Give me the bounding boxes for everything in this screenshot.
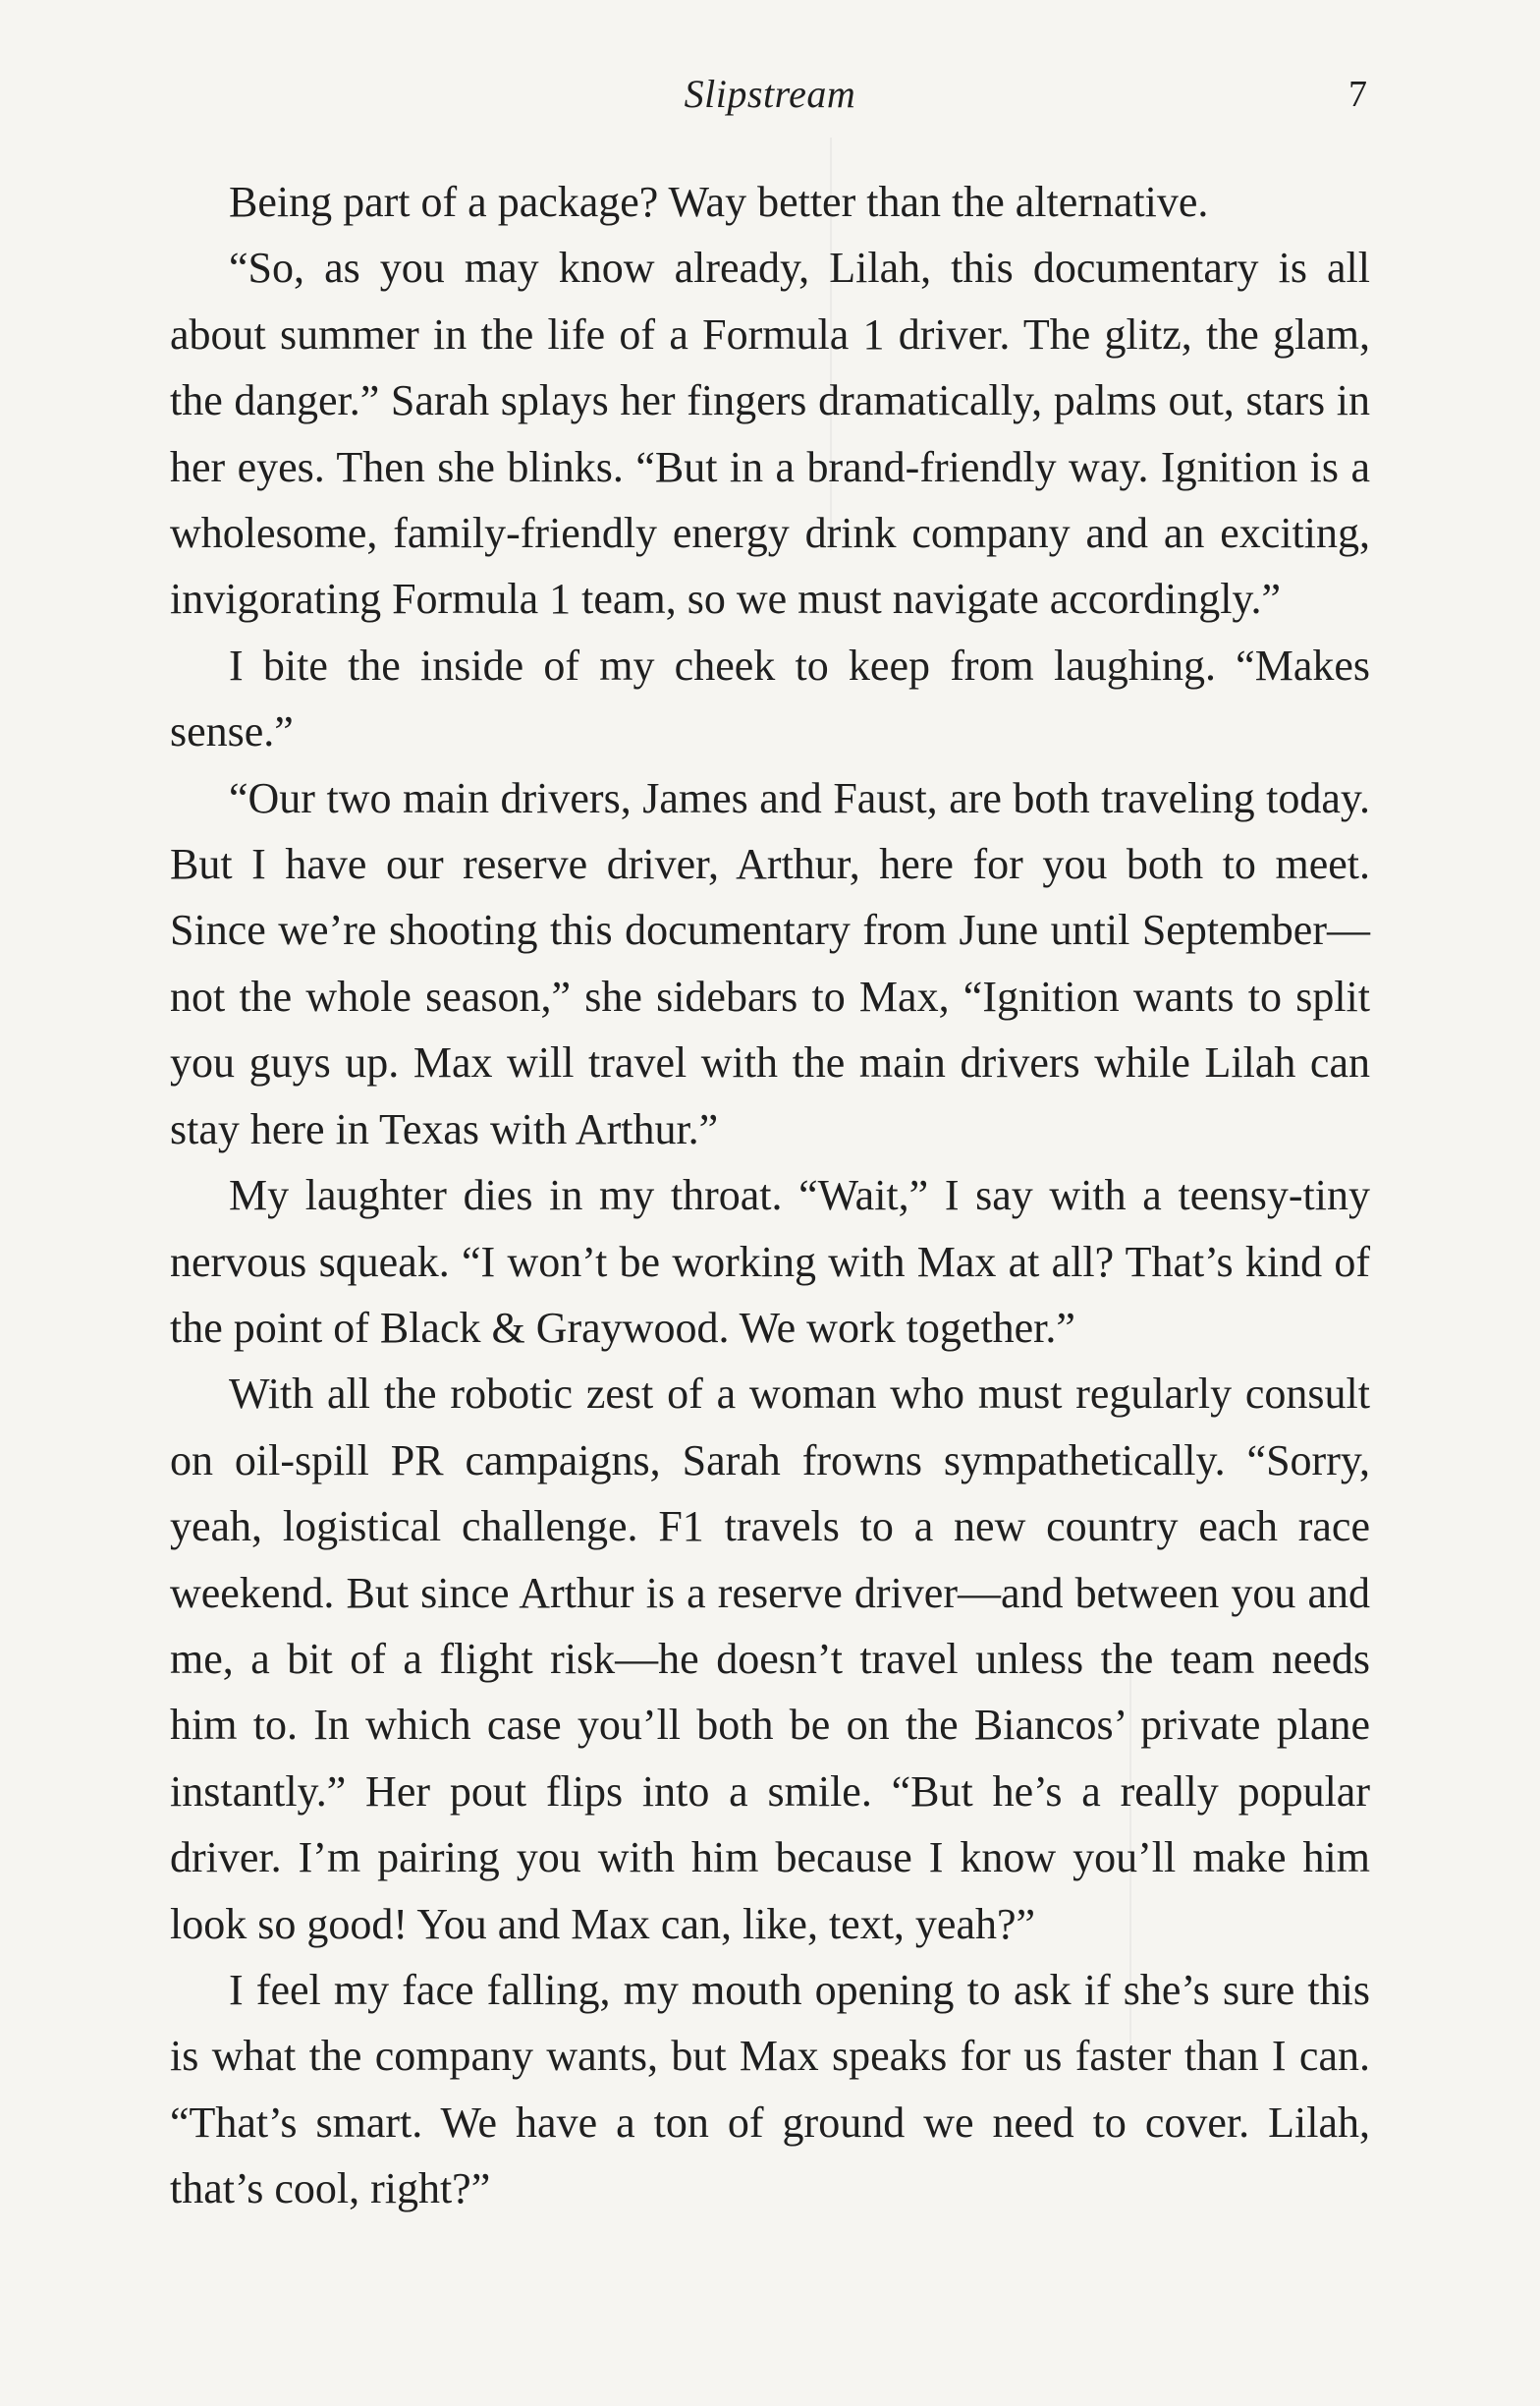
page-number: 7 [1348,74,1367,115]
paragraph: My laughter dies in my throat. “Wait,” I say with a teensy-tiny nervous squeak. “I won’t be working with Max at all? That’s kind of the point of Black & Graywood. We work together.” [170,1171,1370,1352]
running-head [0,65,1540,124]
paragraph: I feel my face falling, my mouth opening to ask if she’s sure this is what the company wants, but Max speaks for us faster than I can. “That’s smart. We have a ton of ground we need to cover. Lilah, that’s cool, right?” [170,1965,1370,2213]
paragraph: Being part of a package? Way better than the alternative. [229,178,1209,226]
scan-artifact [1129,1670,1131,2043]
paragraph: “So, as you may know already, Lilah, this documentary is all about summer in the life of a Formula 1 driver. The glitz, the glam, the danger.” Sarah splays her fingers dramatically, palms out, stars in her eyes. Then she blinks. “But in a brand-friendly way. Ignition is a wholesome, family-friendly energy drink company and an exciting, invigorating Formula 1 team, so we must navigate accordingly.” [170,244,1370,624]
paragraph: “Our two main drivers, James and Faust, are both traveling today. But I have our reserve driver, Arthur, here for you both to meet. Since we’re shooting this documentary from June until September—not the whole season,” she sidebars to Max, “Ignition wants to split you guys up. Max will travel with the main drivers while Lilah can stay here in Texas with Arthur.” [170,773,1370,1153]
scan-artifact [830,138,832,550]
book-title: Slipstream [684,72,856,116]
paragraph: I bite the inside of my cheek to keep from laughing. “Makes sense.” [170,641,1370,756]
body-text [170,169,1370,2222]
paragraph: With all the robotic zest of a woman who must regularly consult on oil-spill PR campaigns, Sarah frowns sympathetically. “Sorry, yeah, logistical challenge. F1 travels to a new country each race weekend. But since Arthur is a reserve driver—and between you and me, a bit of a flight risk—he doesn’t travel unless the team needs him to. In which case you’ll both be on the Biancos’ private plane instantly.” Her pout flips into a smile. “But he’s a really popular driver. I’m pairing you with him because I know you’ll make him look so good! You and Max can, like, text, yeah?” [170,1370,1370,1948]
